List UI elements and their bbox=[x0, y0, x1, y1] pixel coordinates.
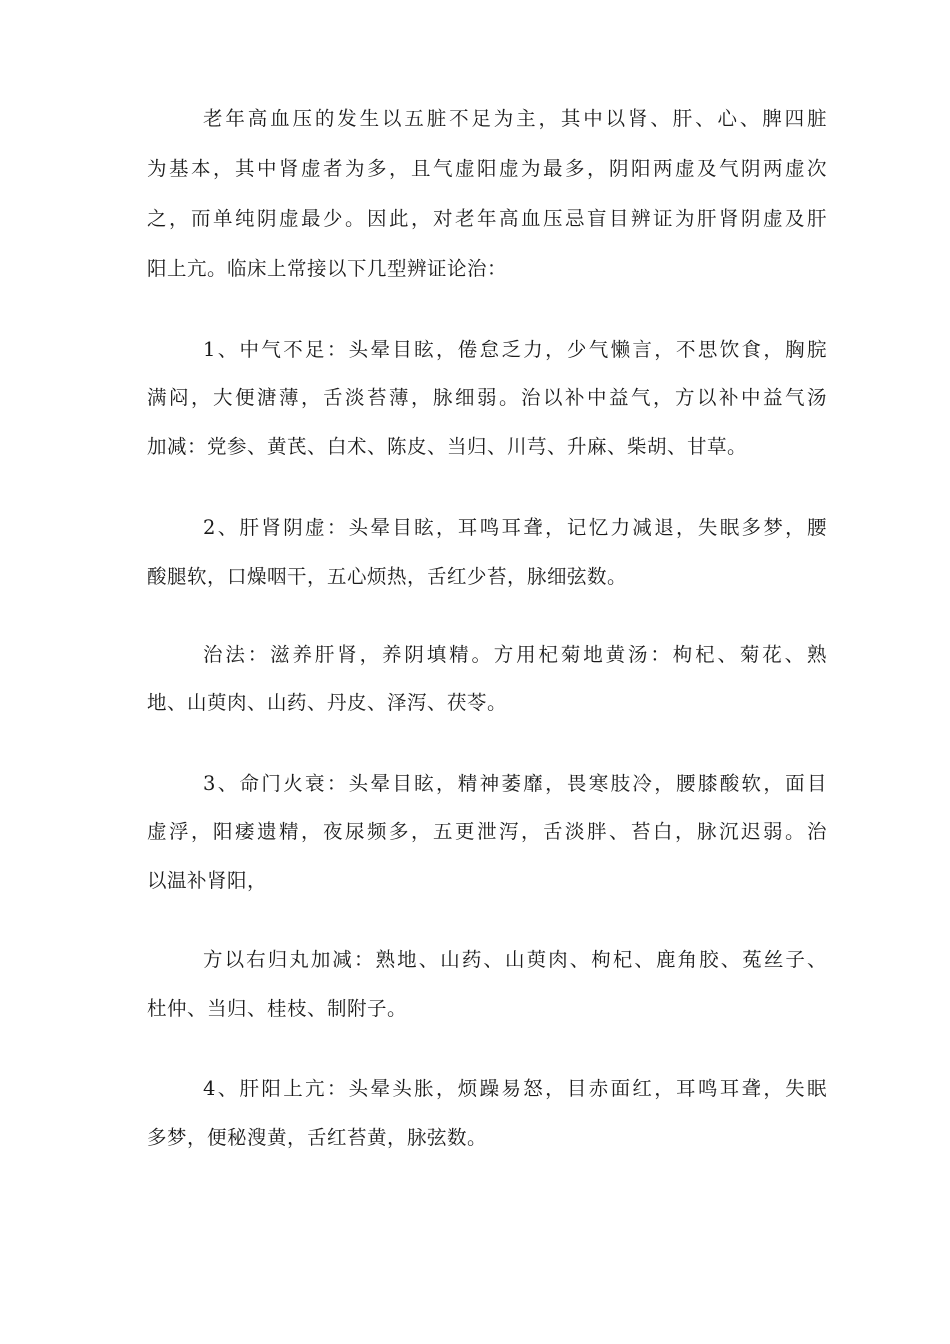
text-line: 阳上亢。临床上常接以下几型辨证论治： bbox=[147, 257, 508, 280]
text-line: 以温补肾阳， bbox=[147, 869, 268, 892]
text-line: 多梦，便秘溲黄，舌红苔黄，脉弦数。 bbox=[147, 1126, 488, 1149]
text-line: 之，而单纯阴虚最少。因此，对老年高血压忌盲目辨证为肝肾阴虚及肝 bbox=[147, 207, 827, 230]
text-line: 老年高血压的发生以五脏不足为主，其中以肾、肝、心、脾四脏 bbox=[203, 107, 827, 130]
text-line: 满闷，大便溏薄，舌淡苔薄，脉细弱。治以补中益气，方以补中益气汤 bbox=[147, 386, 827, 409]
text-line: 为基本，其中肾虚者为多，且气虚阳虚为最多，阴阳两虚及气阴两虚次 bbox=[147, 157, 827, 180]
text-line: 虚浮，阳痿遗精，夜尿频多，五更泄泻，舌淡胖、苔白，脉沉迟弱。治 bbox=[147, 820, 827, 843]
text-line: 酸腿软，口燥咽干，五心烦热，舌红少苔，脉细弦数。 bbox=[147, 565, 628, 588]
text-line: 4、肝阳上亢：头晕头胀，烦躁易怒，目赤面红，耳鸣耳聋，失眠 bbox=[203, 1077, 827, 1100]
text-line: 方以右归丸加减：熟地、山药、山萸肉、枸杞、鹿角胶、菟丝子、 bbox=[203, 948, 827, 971]
text-line: 治法：滋养肝肾，养阴填精。方用杞菊地黄汤：枸杞、菊花、熟 bbox=[203, 643, 827, 666]
text-line: 1、中气不足：头晕目眩，倦怠乏力，少气懒言，不思饮食，胸脘 bbox=[203, 338, 827, 361]
text-line: 杜仲、当归、桂枝、制附子。 bbox=[147, 997, 408, 1020]
text-line: 2、肝肾阴虚：头晕目眩，耳鸣耳聋，记忆力减退，失眠多梦，腰 bbox=[203, 516, 827, 539]
text-line: 3、命门火衰：头晕目眩，精神萎靡，畏寒肢冷，腰膝酸软，面目 bbox=[203, 772, 827, 795]
text-line: 地、山萸肉、山药、丹皮、泽泻、茯苓。 bbox=[147, 691, 508, 714]
text-line: 加减：党参、黄芪、白术、陈皮、当归、川芎、升麻、柴胡、甘草。 bbox=[147, 435, 748, 458]
